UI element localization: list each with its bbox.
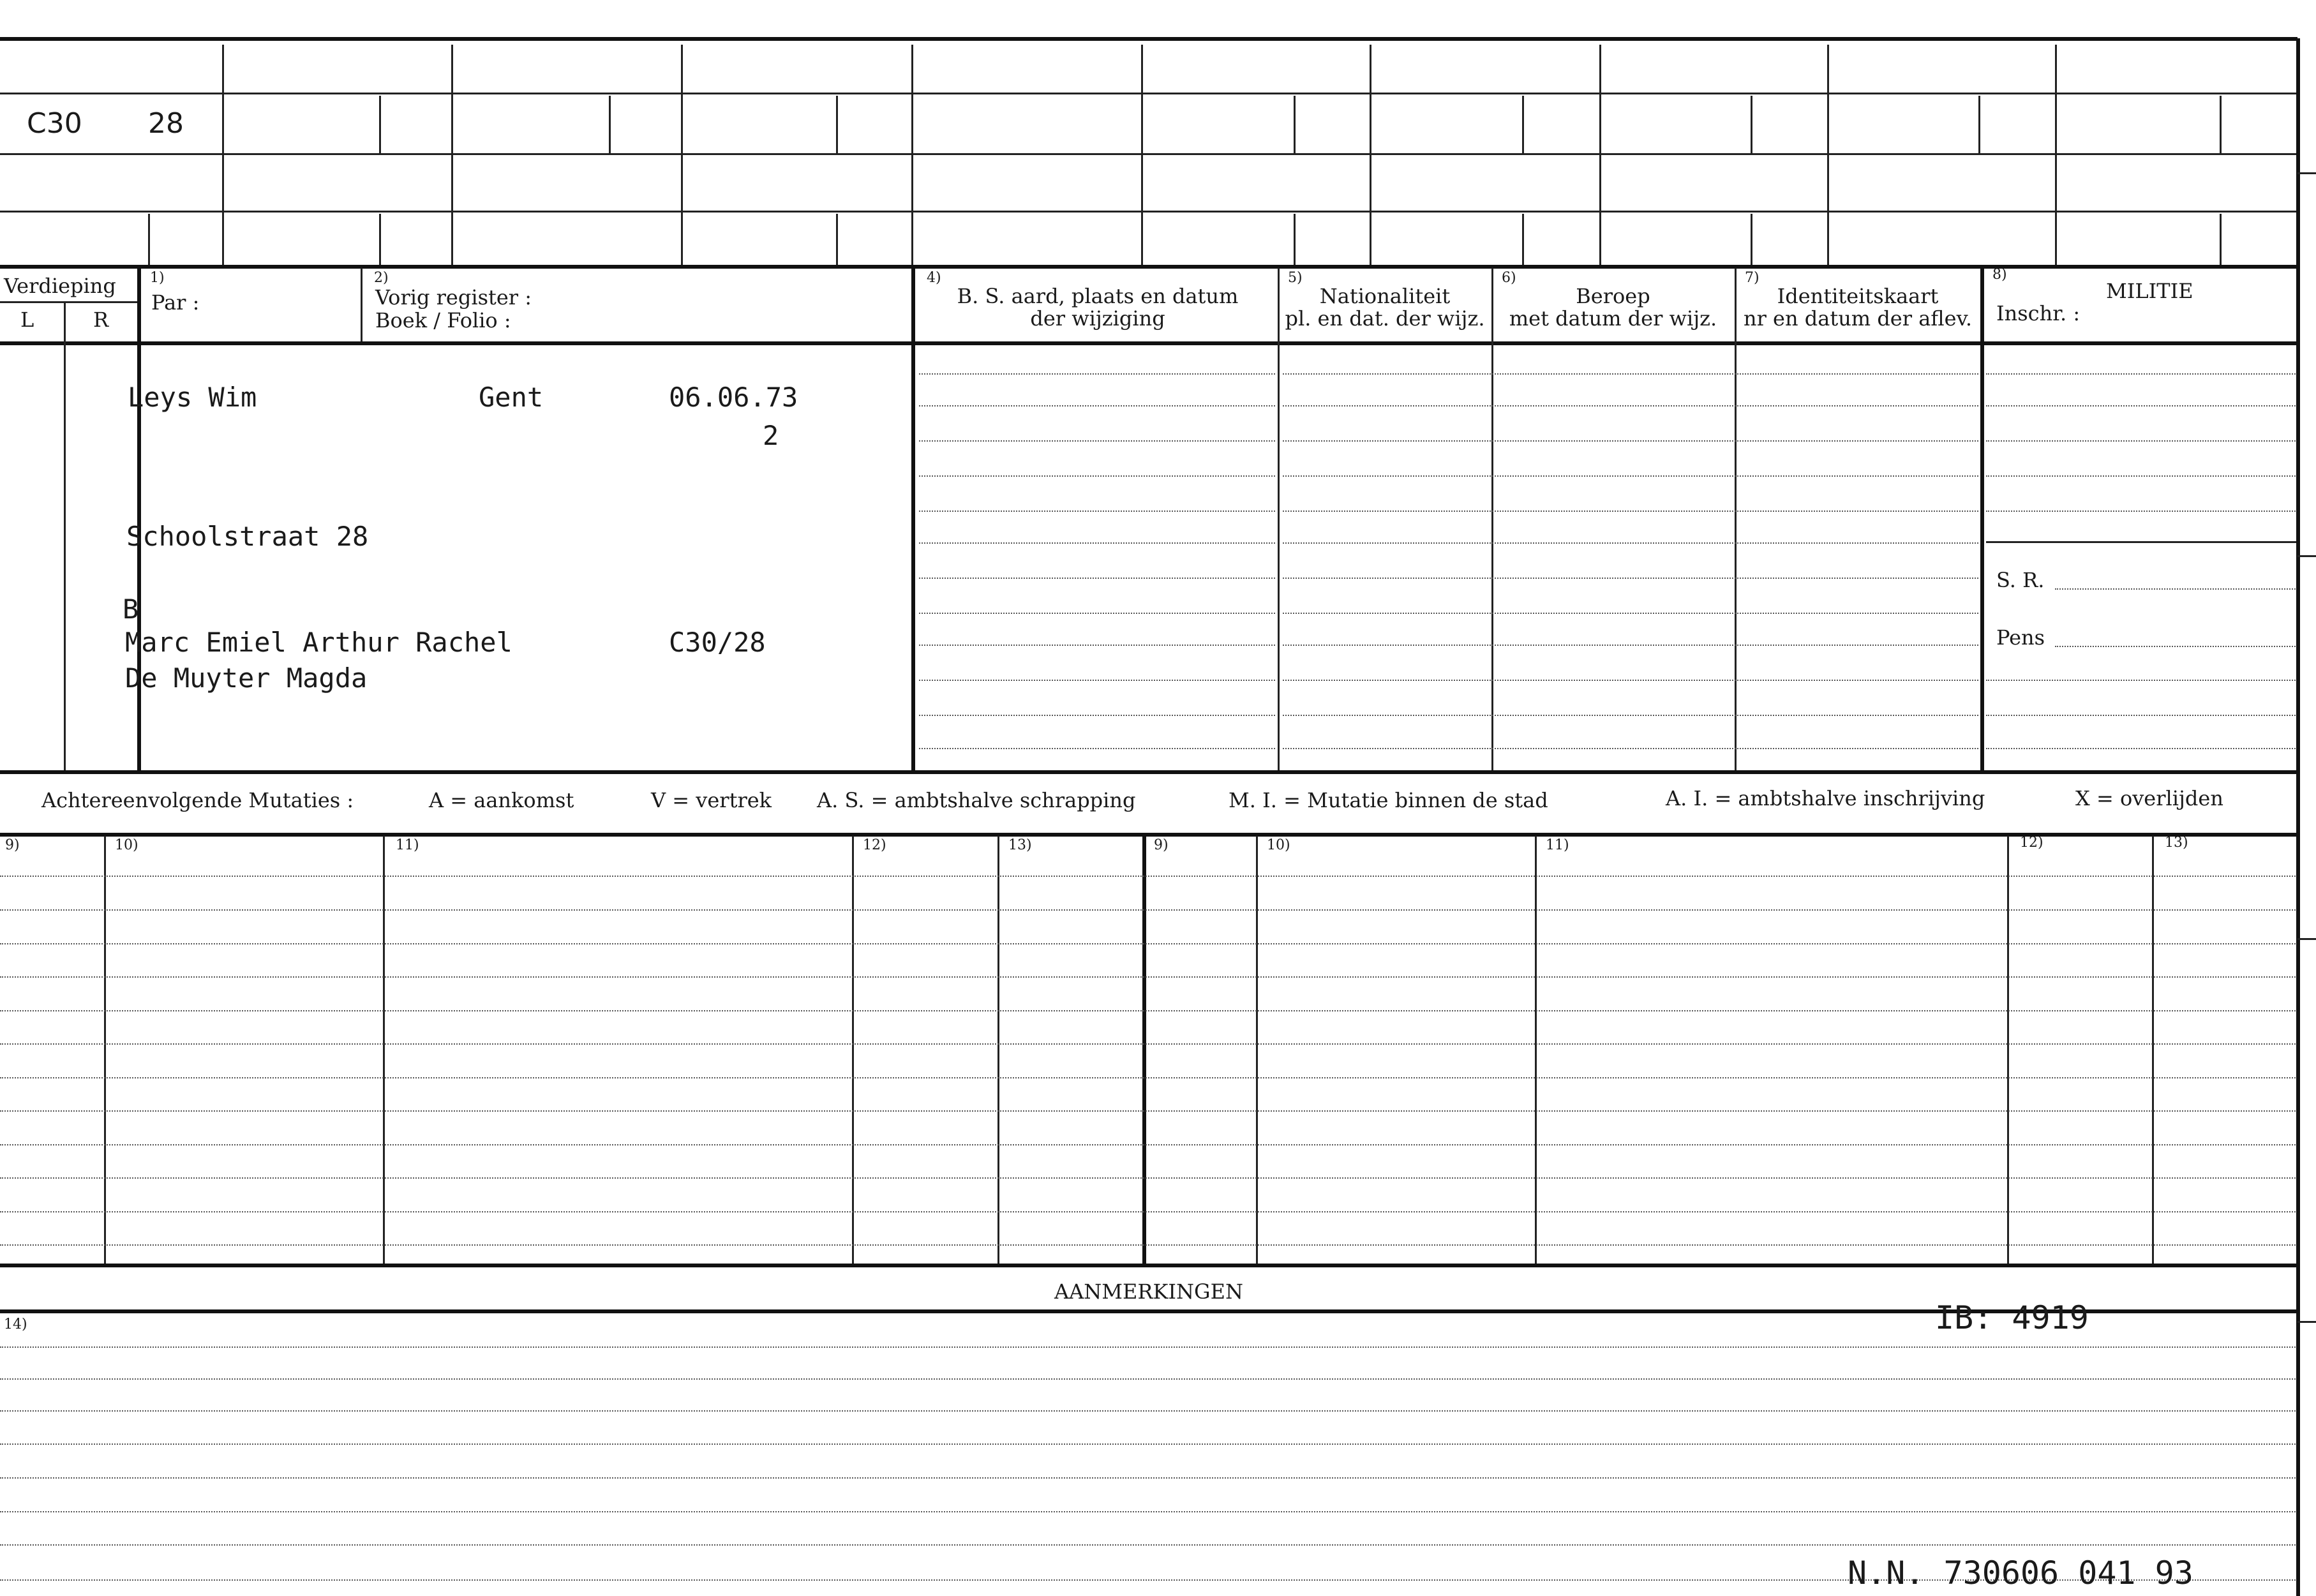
rule [0, 211, 2297, 213]
col-13-label-right: 13) [2165, 835, 2188, 851]
rule [0, 153, 2297, 155]
rule [919, 748, 1275, 749]
field-number-4: 4) [927, 270, 941, 286]
rule [1986, 680, 2297, 681]
nationality-header-line1: Nationaliteit [1319, 284, 1451, 308]
rule [1283, 748, 1978, 749]
remarks-title: AANMERKINGEN [1054, 1279, 1243, 1304]
col-12-label-left: 12) [863, 837, 886, 853]
rule [919, 715, 1275, 716]
id-card-header-line1: Identiteitskaart [1777, 284, 1939, 308]
rule [0, 1264, 2297, 1267]
rule [1522, 96, 1524, 153]
col-11-label-right: 11) [1546, 837, 1569, 853]
rule [1986, 373, 2297, 375]
rule [379, 214, 381, 265]
col-13-label-left: 13) [1008, 837, 1032, 853]
field-number-7: 7) [1745, 270, 1759, 286]
rule [104, 836, 106, 1264]
rule [1278, 268, 1280, 770]
rule [383, 836, 385, 1264]
rule [919, 440, 1275, 442]
boek-folio-label: Boek / Folio : [375, 308, 511, 332]
rule [0, 1410, 2297, 1412]
verdieping-label: Verdieping [4, 274, 116, 298]
rule [0, 1211, 2297, 1212]
rule [0, 1378, 2297, 1380]
rule [919, 578, 1275, 579]
legend-ambtshalve-schrapping: A. S. = ambtshalve schrapping [817, 788, 1136, 812]
birth-city: Gent [479, 382, 544, 413]
rule [2297, 555, 2316, 557]
register-reference: C30/28 [669, 627, 766, 658]
col-12-label-right: 12) [2020, 835, 2043, 851]
rule [0, 93, 2297, 94]
bs-header-line1: B. S. aard, plaats en datum [957, 284, 1239, 308]
person-name: Leys Wim [128, 382, 257, 413]
rule [1735, 268, 1737, 770]
inschr-label: Inschr. : [1996, 301, 2081, 325]
rule [361, 268, 362, 341]
rule [1283, 578, 1978, 579]
rule [852, 836, 854, 1264]
par-label: Par : [151, 290, 200, 315]
rule [1980, 268, 1984, 770]
rule [2296, 38, 2300, 1596]
vorig-register-label: Vorig register : [375, 285, 532, 310]
rule [0, 1177, 2297, 1179]
rule [1827, 45, 1829, 265]
register-code-right: 28 [148, 107, 184, 140]
rule [681, 45, 683, 265]
rule [1283, 645, 1978, 646]
rule [1751, 214, 1752, 265]
rule [148, 214, 150, 265]
rule [1986, 541, 2297, 543]
rule [919, 373, 1275, 375]
field-number-8: 8) [1992, 267, 2007, 283]
parent-mother: De Muyter Magda [125, 662, 368, 694]
rule [997, 836, 999, 1264]
ib-stamp: IB: 4919 [1935, 1299, 2089, 1336]
rule [1142, 836, 1146, 1264]
rule [2297, 172, 2316, 174]
rule [1978, 96, 1980, 153]
rule [1370, 45, 1371, 265]
rule [0, 1077, 2297, 1078]
rule [0, 1144, 2297, 1145]
rule [1522, 214, 1524, 265]
rule [1986, 440, 2297, 442]
rule [2055, 45, 2057, 265]
rule [2297, 938, 2316, 940]
field-number-14: 14) [4, 1316, 27, 1332]
rule [0, 1043, 2297, 1045]
rule [2152, 836, 2154, 1264]
col-9-label-right: 9) [1154, 837, 1169, 853]
rule [1283, 440, 1978, 442]
col-r-label: R [93, 308, 109, 332]
street-address: Schoolstraat 28 [126, 521, 369, 552]
rule [1535, 836, 1537, 1264]
rule [836, 96, 838, 153]
profession-header-line1: Beroep [1576, 284, 1650, 308]
legend-aankomst: A = aankomst [429, 788, 574, 812]
rule [1141, 45, 1143, 265]
rule [911, 268, 915, 770]
rule [2220, 96, 2222, 153]
bs-header-line2: der wijziging [1030, 306, 1165, 331]
rule [0, 976, 2297, 978]
rule [0, 1244, 2297, 1246]
field-number-1: 1) [150, 270, 165, 286]
rule [919, 645, 1275, 646]
rule [1283, 680, 1978, 681]
rule [64, 301, 66, 770]
rule [836, 214, 838, 265]
rule [919, 680, 1275, 681]
rule [1986, 748, 2297, 749]
rule [1283, 373, 1978, 375]
rule [1986, 511, 2297, 512]
rule [919, 542, 1275, 544]
rule [0, 833, 2297, 837]
id-card-header-line2: nr en datum der aflev. [1743, 306, 1973, 331]
rule [0, 770, 2297, 774]
rule [919, 475, 1275, 477]
rule [919, 511, 1275, 512]
rule [1283, 613, 1978, 614]
register-code-left: C30 [27, 107, 82, 140]
militie-header: MILITIE [2106, 279, 2193, 303]
rule [1283, 715, 1978, 716]
rule [2055, 588, 2297, 590]
rule [1283, 542, 1978, 544]
col-10-label-left: 10) [115, 837, 138, 853]
rule [0, 943, 2297, 944]
profession-header-line2: met datum der wijz. [1509, 306, 1717, 331]
parent-father: Marc Emiel Arthur Rachel [125, 627, 512, 658]
field-number-5: 5) [1288, 270, 1303, 286]
rule [1491, 268, 1493, 770]
rule [0, 1346, 2297, 1348]
col-11-label-left: 11) [396, 837, 419, 853]
nationality-header-line2: pl. en dat. der wijz. [1285, 306, 1485, 331]
entry-sub-number: 2 [763, 420, 779, 451]
field-number-2: 2) [374, 270, 389, 286]
legend-mutatie-binnen-stad: M. I. = Mutatie binnen de stad [1229, 788, 1548, 812]
rule [0, 876, 2297, 877]
rule [1986, 405, 2297, 406]
legend-ambtshalve-inschrijving: A. I. = ambtshalve inschrijving [1666, 786, 1985, 810]
rule [911, 45, 913, 265]
rule [0, 265, 2297, 269]
rule [919, 405, 1275, 406]
birth-date: 06.06.73 [669, 382, 798, 413]
rule [0, 1110, 2297, 1112]
rule [1986, 475, 2297, 477]
col-l-label: L [20, 308, 34, 332]
rule [222, 45, 224, 265]
rule [919, 613, 1275, 614]
rule [1283, 511, 1978, 512]
rule [609, 96, 611, 153]
entry-b-mark: B [123, 593, 139, 625]
field-number-6: 6) [1502, 270, 1516, 286]
pens-label: Pens [1996, 625, 2045, 650]
rule [0, 341, 2297, 345]
rule [1294, 214, 1296, 265]
rule [0, 1544, 2297, 1546]
rule [2297, 1321, 2316, 1323]
rule [1986, 715, 2297, 716]
rule [1599, 45, 1601, 265]
rule [0, 909, 2297, 911]
national-number: N.N. 730606 041 93 [1848, 1555, 2193, 1592]
rule [0, 301, 139, 303]
legend-overlijden: X = overlijden [2075, 786, 2223, 810]
rule [0, 1010, 2297, 1011]
rule [2007, 836, 2009, 1264]
rule [379, 96, 381, 153]
rule [2055, 646, 2297, 647]
rule [137, 268, 141, 770]
rule [0, 1477, 2297, 1479]
rule [0, 1511, 2297, 1512]
rule [1751, 96, 1752, 153]
rule [0, 1443, 2297, 1445]
col-9-label-left: 9) [5, 837, 20, 853]
rule [1283, 475, 1978, 477]
rule [1256, 836, 1258, 1264]
mutations-title: Achtereenvolgende Mutaties : [41, 788, 354, 812]
rule [0, 37, 2297, 41]
rule [451, 45, 453, 265]
legend-vertrek: V = vertrek [651, 788, 772, 812]
col-10-label-right: 10) [1267, 837, 1290, 853]
rule [2220, 214, 2222, 265]
rule [1294, 96, 1296, 153]
sr-label: S. R. [1996, 568, 2045, 592]
rule [1283, 405, 1978, 406]
